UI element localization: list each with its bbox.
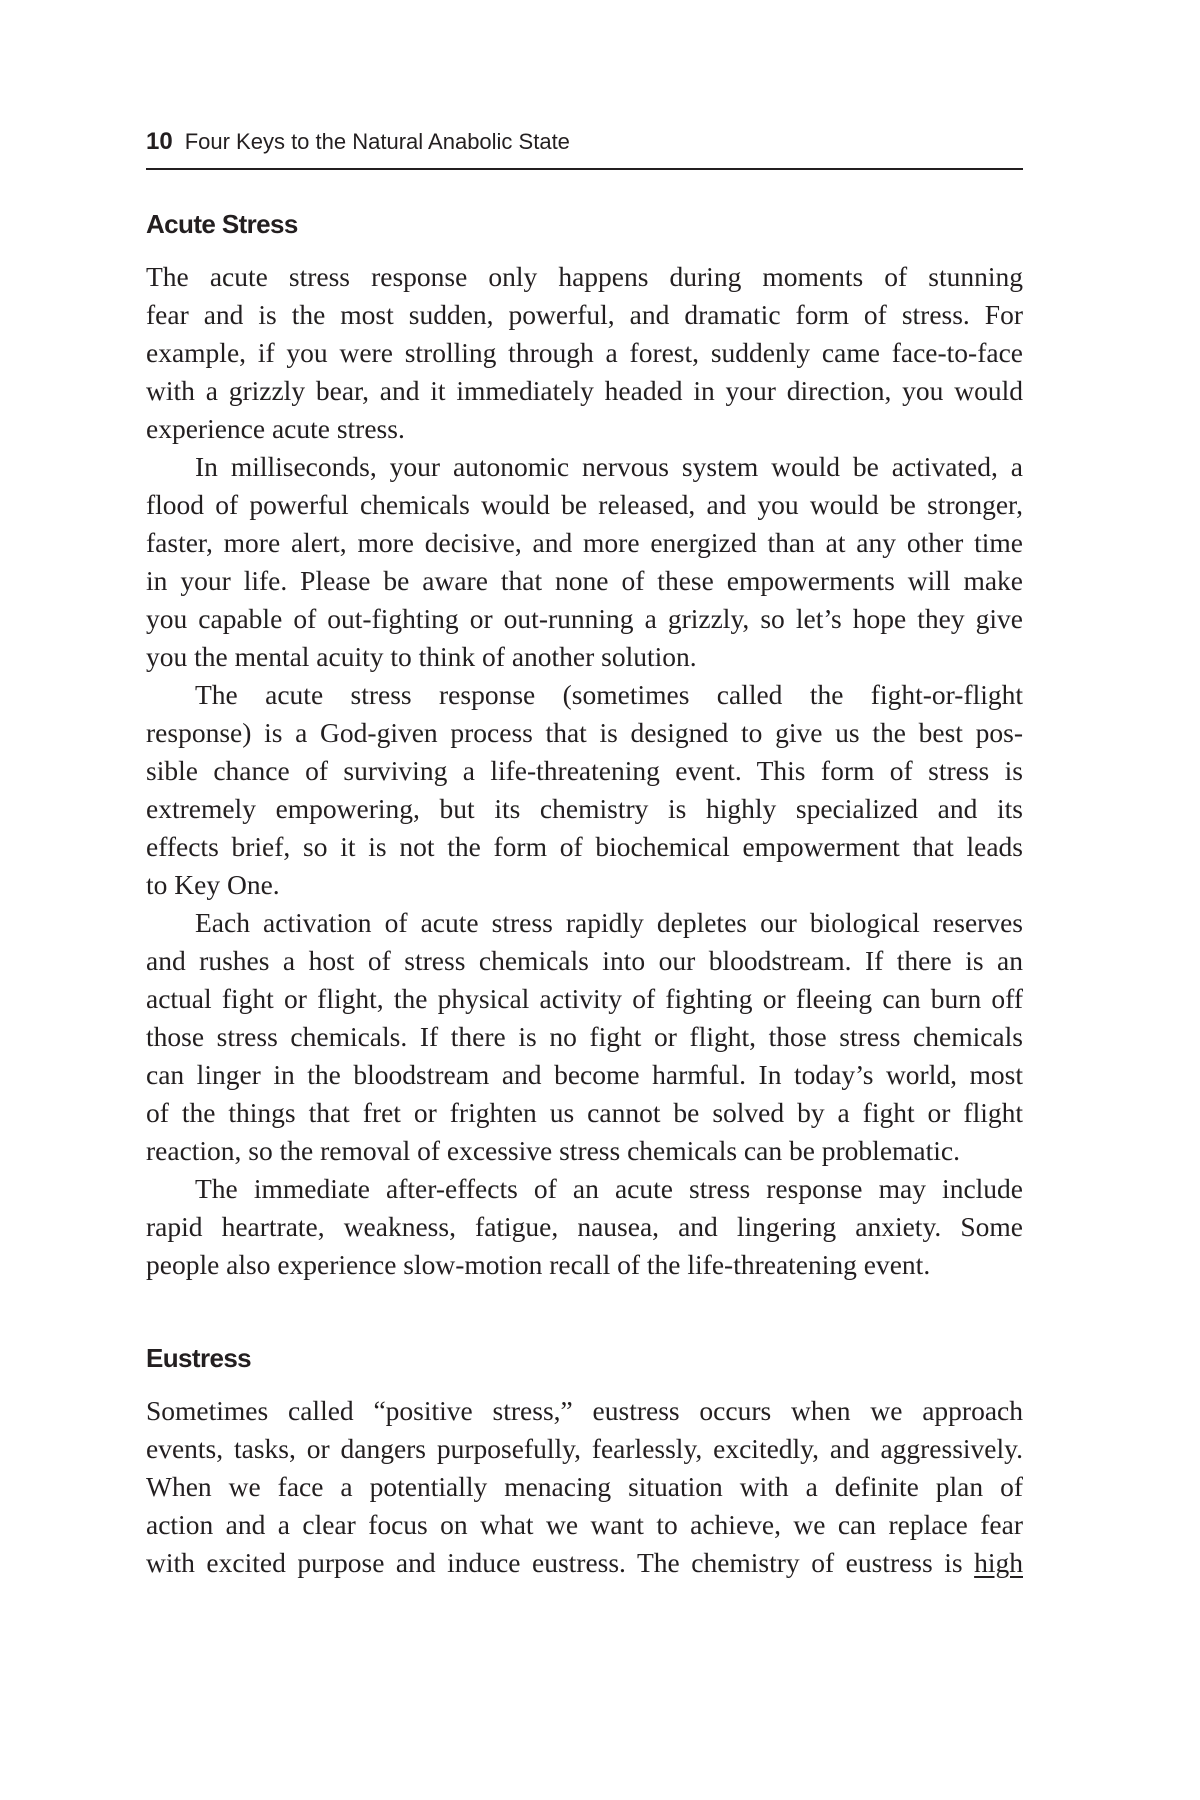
text-line: rapid heartrate, weakness, fatigue, nausea, and lingering anxiety. Some: [146, 1211, 1023, 1242]
text-line: flood of powerful chemicals would be released, and you would be stronger,: [146, 489, 1023, 520]
text-line: The immediate after-effects of an acute stress response may include: [195, 1173, 1023, 1204]
text-line: reaction, so the removal of excessive stress chemicals can be problematic.: [146, 1135, 960, 1166]
text-line: those stress chemicals. If there is no fight or flight, those stress chemicals: [146, 1021, 1023, 1052]
text-line: Each activation of acute stress rapidly depletes our biological reserves: [195, 907, 1023, 938]
running-head-title: Four Keys to the Natural Anabolic State: [184, 129, 570, 154]
text-line: When we face a potentially menacing situation with a definite plan of: [146, 1471, 1023, 1502]
text-line: actual fight or flight, the physical activity of fighting or fleeing can burn off: [146, 983, 1023, 1014]
text-span: with excited purpose and induce eustress. The chemistry of eustress is: [146, 1547, 963, 1578]
text-line: with a grizzly bear, and it immediately headed in your direction, you would: [146, 375, 1023, 406]
section-heading: Acute Stress: [146, 209, 298, 239]
text-line: you the mental acuity to think of another solution.: [146, 641, 697, 672]
text-line: In milliseconds, your autonomic nervous system would be activated, a: [195, 451, 1023, 482]
text-line: experience acute stress.: [146, 413, 405, 444]
text-line: action and a clear focus on what we want to achieve, we can replace fear: [146, 1509, 1023, 1540]
text-line: Sometimes called “positive stress,” eustress occurs when we approach: [146, 1395, 1023, 1426]
text-line: sible chance of surviving a life-threatening event. This form of stress is: [146, 755, 1023, 786]
text-line: events, tasks, or dangers purposefully, fearlessly, excitedly, and aggressively.: [146, 1433, 1023, 1464]
text-line: and rushes a host of stress chemicals into our bloodstream. If there is an: [146, 945, 1023, 976]
section-heading: Eustress: [146, 1343, 252, 1373]
underlined-word: high: [974, 1547, 1023, 1578]
header-rule: [146, 168, 1023, 170]
text-line: in your life. Please be aware that none of these empowerments will make: [146, 565, 1023, 596]
text-line: example, if you were strolling through a forest, suddenly came face-to-face: [146, 337, 1023, 368]
text-line: The acute stress response only happens during moments of stunning: [146, 261, 1023, 292]
text-line: you capable of out-fighting or out-running a grizzly, so let’s hope they give: [146, 603, 1023, 634]
page-number: 10: [146, 128, 173, 155]
text-line: of the things that fret or frighten us cannot be solved by a fight or flight: [146, 1097, 1023, 1128]
text-line: The acute stress response (sometimes called the fight-or-flight: [195, 679, 1023, 710]
text-line: people also experience slow-motion recall of the life-threatening event.: [146, 1249, 931, 1280]
text-line: faster, more alert, more decisive, and more energized than at any other time: [146, 527, 1023, 558]
text-line: effects brief, so it is not the form of biochemical empowerment that leads: [146, 831, 1023, 862]
text-line: extremely empowering, but its chemistry is highly specialized and its: [146, 793, 1023, 824]
running-head: [146, 128, 1023, 156]
text-line: fear and is the most sudden, powerful, and dramatic form of stress. For: [146, 299, 1023, 330]
text-line-with-link: [146, 1544, 1023, 1582]
text-line: can linger in the bloodstream and become harmful. In today’s world, most: [146, 1059, 1023, 1090]
text-line: to Key One.: [146, 869, 280, 900]
text-line: response) is a God-given process that is designed to give us the best pos-: [146, 717, 1023, 748]
